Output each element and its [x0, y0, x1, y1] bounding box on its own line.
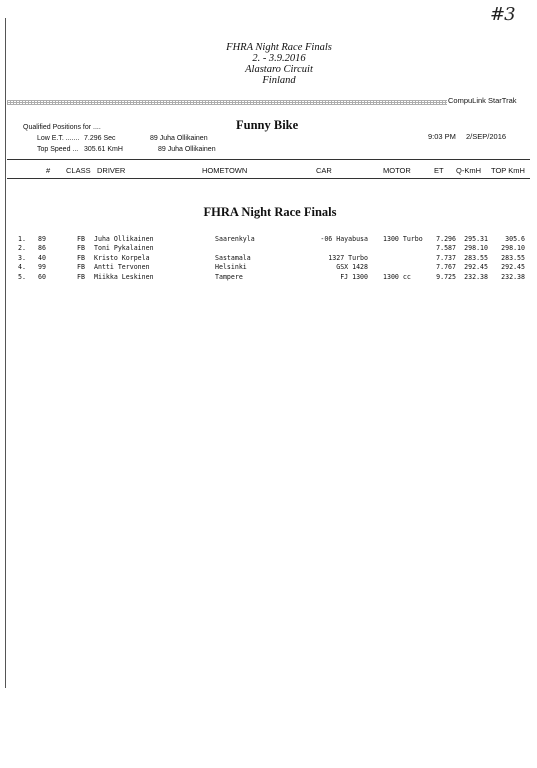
result-hometown: Tampere	[215, 272, 243, 281]
result-car: 1327 Turbo	[328, 253, 368, 262]
result-number: 40	[38, 253, 46, 262]
result-top-kmh: 298.10	[501, 244, 525, 253]
header-line-1: FHRA Night Race Finals	[226, 42, 332, 53]
result-driver: Kristo Korpela	[94, 253, 150, 262]
col-q-kmh: Q-KmH	[456, 166, 481, 175]
result-motor: 1300 Turbo	[383, 235, 423, 243]
result-top-kmh: 305.6	[505, 235, 525, 243]
result-hometown: Saarenkyla	[215, 235, 255, 243]
result-number: 89	[38, 235, 46, 243]
result-et: 7.767	[436, 263, 456, 272]
result-class: FB	[77, 244, 85, 253]
result-position: 1.	[18, 235, 26, 243]
result-top-kmh: 283.55	[501, 253, 525, 262]
header-line-3: Alastaro Circuit	[245, 64, 313, 75]
col-car: CAR	[316, 166, 332, 175]
result-motor: 1300 cc	[383, 272, 411, 281]
result-q-kmh: 232.38	[464, 272, 488, 281]
header-rule-top	[7, 159, 530, 160]
result-class: FB	[77, 272, 85, 281]
result-top-kmh: 232.38	[501, 272, 525, 281]
result-top-kmh: 292.45	[501, 263, 525, 272]
header-line-4: Finland	[262, 75, 296, 86]
vendor-label: CompuLink StarTrak	[448, 96, 517, 105]
result-number: 99	[38, 263, 46, 272]
top-speed-holder: 89 Juha Ollikainen	[158, 146, 216, 153]
result-car: -06 Hayabusa	[320, 235, 368, 243]
col-number: #	[46, 166, 51, 175]
result-q-kmh: 283.55	[464, 253, 488, 262]
result-driver: Miikka Leskinen	[94, 272, 154, 281]
report-time: 9:03 PM	[428, 132, 456, 141]
report-date: 2/SEP/2016	[466, 132, 507, 141]
result-position: 4.	[18, 263, 26, 272]
header-rule-bottom	[7, 178, 530, 179]
result-et: 9.725	[436, 272, 456, 281]
result-et: 7.737	[436, 253, 456, 262]
class-title: Funny Bike	[236, 118, 299, 132]
low-et-label: Low E.T. .......	[37, 135, 80, 142]
top-speed-value: 305.61 KmH	[84, 146, 123, 153]
result-position: 2.	[18, 244, 26, 253]
col-motor: MOTOR	[383, 166, 411, 175]
result-driver: Antti Tervonen	[94, 263, 150, 272]
low-et-value: 7.296 Sec	[84, 135, 116, 142]
col-top-kmh: TOP KmH	[491, 166, 525, 175]
page-edge-line	[5, 18, 6, 688]
qualified-label: Qualified Positions for ....	[23, 124, 101, 131]
result-hometown: Helsinki	[215, 263, 247, 272]
result-number: 60	[38, 272, 46, 281]
result-driver: Toni Pykalainen	[94, 244, 154, 253]
result-q-kmh: 298.10	[464, 244, 488, 253]
result-et: 7.296	[436, 235, 456, 243]
top-speed-label: Top Speed ...	[37, 146, 79, 153]
result-q-kmh: 292.45	[464, 263, 488, 272]
result-car: GSX 1428	[336, 263, 368, 272]
col-class: CLASS	[66, 166, 91, 175]
handwritten-mark: #3	[490, 4, 515, 25]
event-title: FHRA Night Race Finals	[203, 205, 337, 219]
col-et: ET	[434, 166, 444, 175]
result-row	[0, 273, 537, 283]
result-q-kmh: 295.31	[464, 235, 488, 243]
result-class: FB	[77, 253, 85, 262]
header-line-2: 2. - 3.9.2016	[252, 53, 306, 64]
result-hometown: Sastamala	[215, 253, 251, 262]
result-class: FB	[77, 263, 85, 272]
result-position: 3.	[18, 253, 26, 262]
result-driver: Juha Ollikainen	[94, 235, 154, 243]
dotted-separator	[7, 100, 447, 105]
result-number: 86	[38, 244, 46, 253]
result-position: 5.	[18, 272, 26, 281]
col-driver: DRIVER	[97, 166, 126, 175]
low-et-holder: 89 Juha Ollikainen	[150, 135, 208, 142]
result-car: FJ 1300	[340, 272, 368, 281]
result-class: FB	[77, 235, 85, 243]
result-et: 7.587	[436, 244, 456, 253]
event-header	[150, 42, 408, 86]
col-hometown: HOMETOWN	[202, 166, 248, 175]
